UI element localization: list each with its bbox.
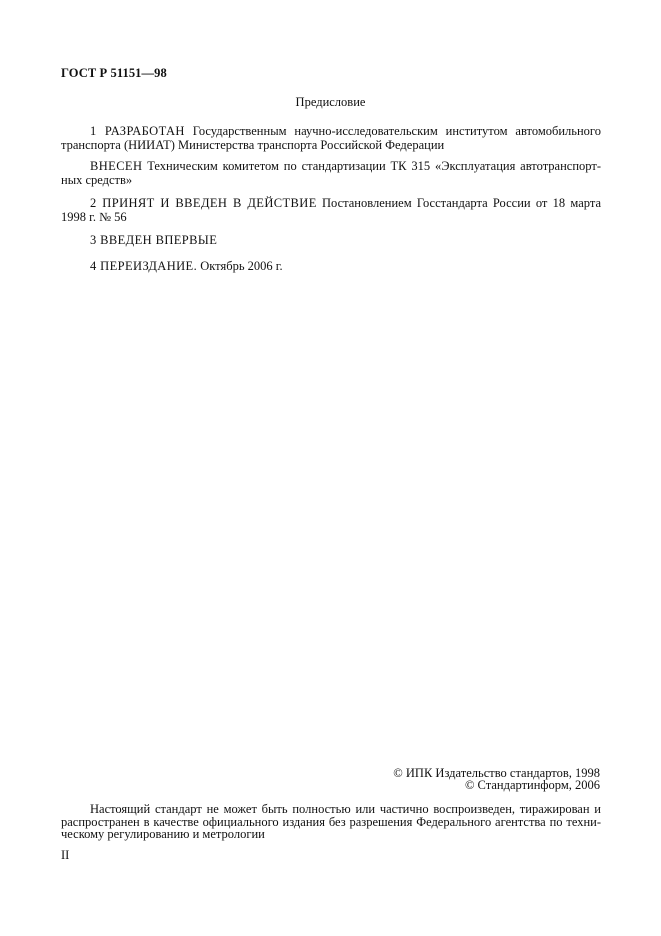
paragraph-text: Октябрь 2006 г. bbox=[197, 259, 283, 273]
reproduction-notice: Настоящий стандарт не может быть полностью или частично воспроизведен, тиражирован и распространен в качестве официального издания без разрешения Федерального агентства по техни-ческому регулированию и метрологии bbox=[61, 802, 601, 841]
copyright-line-ipk: © ИПК Издательство стандартов, 1998 bbox=[393, 766, 600, 780]
paragraph-text: Государственным научно-исследовательским институтом автомобильного транспорта (НИИАТ) Министерства транспорта Российской Федерации bbox=[61, 124, 602, 152]
paragraph-lead: 2 ПРИНЯТ И ВВЕДЕН В ДЕЙСТВИЕ bbox=[90, 196, 317, 210]
paragraph-lead: 1 РАЗРАБОТАН bbox=[90, 124, 185, 138]
document-code-header: ГОСТ Р 51151—98 bbox=[61, 66, 167, 80]
copyright-line-standartinform: © Стандартинформ, 2006 bbox=[464, 778, 600, 792]
paragraph-text: Техническим комитетом по стандартизации ТК 315 «Эксплуатация автотранспорт-ных средств» bbox=[61, 159, 601, 187]
copyright-block bbox=[393, 767, 600, 791]
paragraph-adopted bbox=[61, 196, 601, 224]
paragraph-lead: 4 ПЕРЕИЗДАНИЕ. bbox=[90, 259, 198, 273]
paragraph-text: Постановлением Госстандарта России от 18 марта 1998 г. № 56 bbox=[61, 196, 601, 224]
section-title-foreword: Предисловие bbox=[295, 95, 366, 109]
paragraph-developed-by bbox=[61, 124, 601, 152]
paragraph-reissue bbox=[61, 259, 601, 273]
paragraph-submitted-by bbox=[61, 159, 601, 187]
page-number: II bbox=[61, 848, 70, 862]
paragraph-first-introduced bbox=[61, 233, 601, 247]
paragraph-lead: ВНЕСЕН bbox=[90, 159, 143, 173]
paragraph-lead: 3 ВВЕДЕН ВПЕРВЫЕ bbox=[90, 233, 218, 247]
